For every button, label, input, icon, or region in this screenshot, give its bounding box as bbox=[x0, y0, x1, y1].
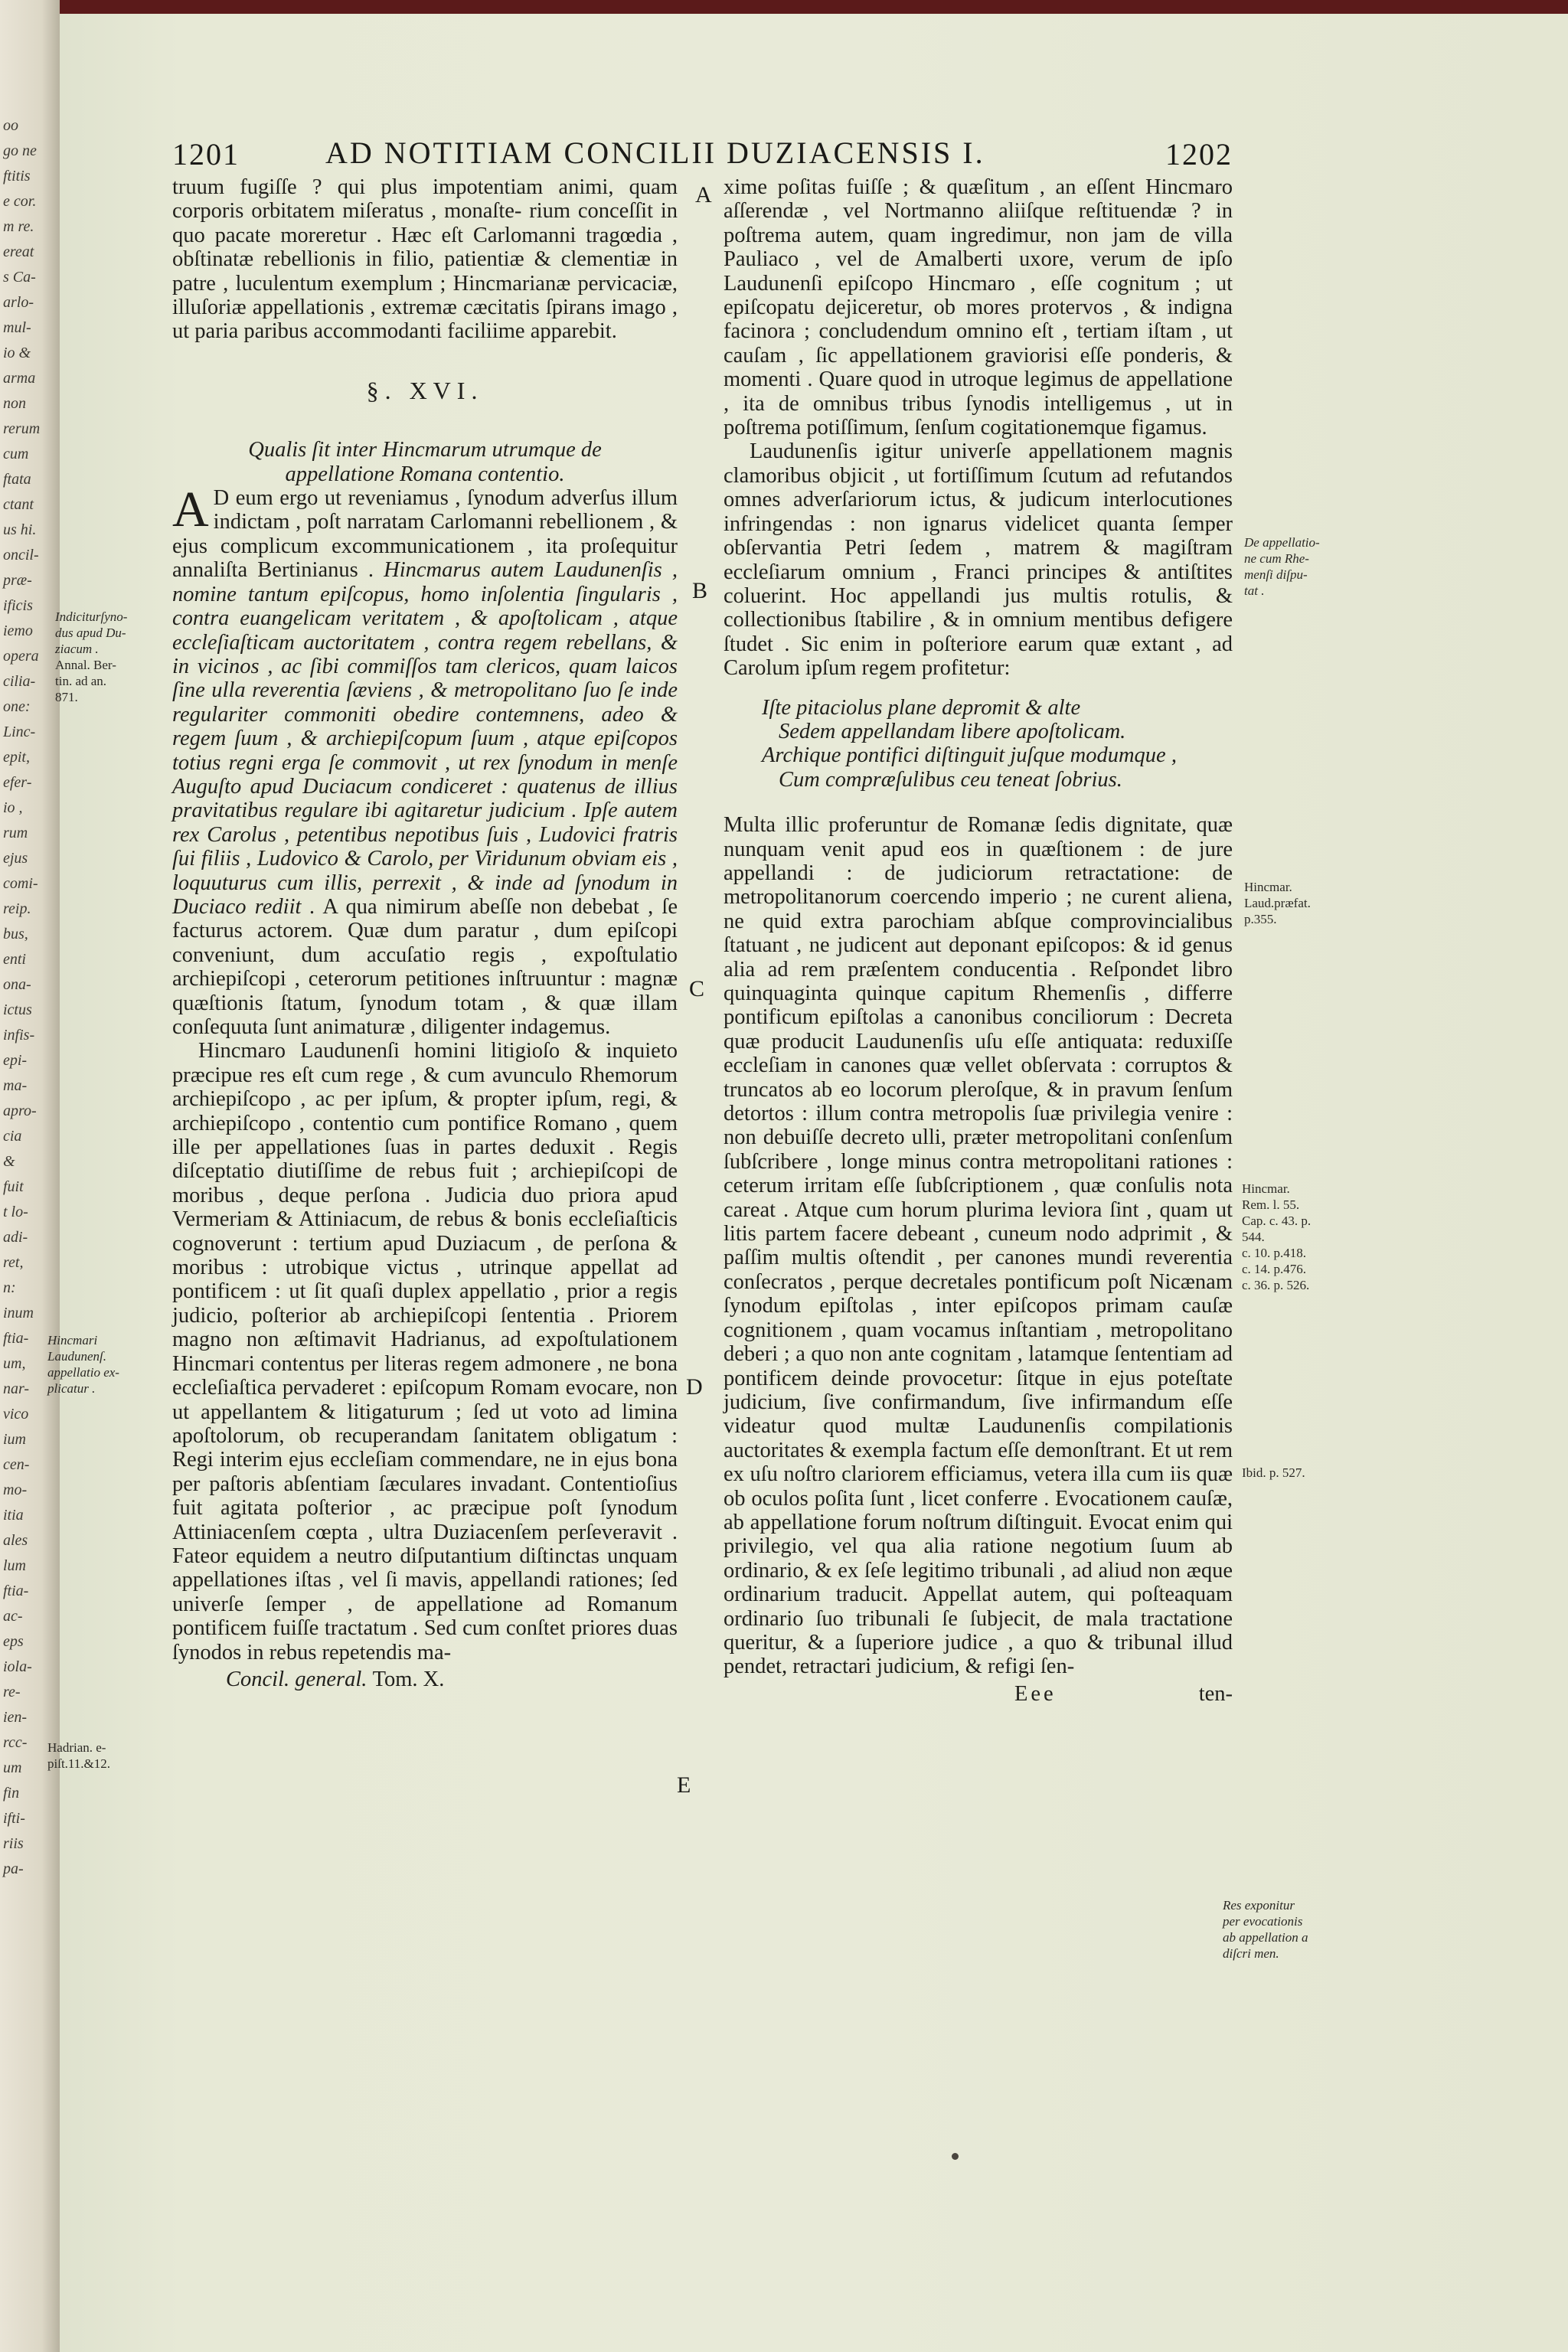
previous-page-fragment: mo- bbox=[3, 1481, 28, 1498]
previous-page-fragment: mul- bbox=[3, 319, 31, 336]
verse-quotation bbox=[724, 696, 1233, 792]
previous-page-fragment: ftata bbox=[3, 471, 31, 488]
previous-page-fragment: iola- bbox=[3, 1658, 32, 1675]
note-line: ab appellation a bbox=[1223, 1930, 1308, 1945]
previous-page-fragment: rum bbox=[3, 825, 28, 841]
note-line: Hincmar. bbox=[1242, 1181, 1290, 1196]
note-line: c. 14. p.476. bbox=[1242, 1262, 1307, 1276]
previous-page-fragment: ac- bbox=[3, 1608, 23, 1625]
previous-page-fragment: bus, bbox=[3, 926, 28, 942]
note-line: Indiciturſyno- bbox=[55, 609, 128, 624]
previous-page-fragment: oo bbox=[3, 117, 18, 134]
margin-note-hadrian bbox=[47, 1740, 170, 1772]
note-line: plicatur . bbox=[47, 1381, 96, 1396]
previous-page-fragment: fin bbox=[3, 1785, 20, 1802]
previous-page-fragment: ctant bbox=[3, 496, 34, 513]
margin-note-laud-praef bbox=[1244, 879, 1359, 927]
previous-page-fragment: rcc- bbox=[3, 1734, 28, 1751]
note-line: Annal. Ber- bbox=[55, 658, 116, 672]
previous-page-fragment: inum bbox=[3, 1305, 34, 1321]
note-line: p.355. bbox=[1244, 912, 1277, 926]
left-text-column bbox=[172, 175, 678, 1692]
note-line: c. 10. p.418. bbox=[1242, 1246, 1307, 1260]
previous-page-fragment: adi- bbox=[3, 1229, 28, 1246]
note-line: menſi diſpu- bbox=[1244, 567, 1308, 582]
previous-page-fragment: ejus bbox=[3, 850, 28, 867]
book-top-edge bbox=[60, 0, 1568, 15]
note-line: Cap. c. 43. p. bbox=[1242, 1214, 1312, 1228]
note-line: ziacum . bbox=[55, 642, 99, 656]
previous-page-fragment: ictus bbox=[3, 1001, 32, 1018]
running-header bbox=[172, 130, 1233, 176]
verse-line: Cum compræſulibus ceu teneat ſobrius. bbox=[779, 767, 1122, 792]
previous-page-fragment: iemo bbox=[3, 622, 33, 639]
previous-page-fragment: eps bbox=[3, 1633, 24, 1650]
previous-page-text-fragments bbox=[3, 115, 58, 1883]
previous-page-fragment: ret, bbox=[3, 1254, 24, 1271]
section-letter-a: A bbox=[695, 182, 712, 207]
signature-line bbox=[172, 1668, 678, 1692]
note-line: dus apud Du- bbox=[55, 626, 126, 640]
previous-page-fragment: ona- bbox=[3, 976, 31, 993]
signature-line-text bbox=[226, 1668, 444, 1691]
previous-page-fragment: m re. bbox=[3, 218, 34, 235]
signature: Concil. general. bbox=[226, 1667, 368, 1691]
previous-page-fragment: rerum bbox=[3, 420, 41, 437]
margin-note-ibid bbox=[1242, 1465, 1364, 1481]
previous-page-fragment: um bbox=[3, 1759, 22, 1776]
catchword: ten- bbox=[1198, 1681, 1233, 1706]
previous-page-fragment: & bbox=[3, 1153, 15, 1170]
section-letter-e: E bbox=[677, 1772, 691, 1798]
note-line: Laudunenſ. bbox=[47, 1349, 106, 1364]
right-text-column bbox=[724, 175, 1233, 1707]
previous-page-fragment: ifti- bbox=[3, 1810, 25, 1827]
previous-page-fragment: s Ca- bbox=[3, 269, 36, 286]
previous-page-fragment: reip. bbox=[3, 900, 31, 917]
note-line: 544. bbox=[1242, 1230, 1265, 1244]
previous-page-fragment: cilia- bbox=[3, 673, 36, 690]
previous-page-fragment: io , bbox=[3, 799, 23, 816]
previous-page-fragment: cia bbox=[3, 1128, 22, 1145]
margin-note-res-exponitur bbox=[1223, 1897, 1357, 1962]
previous-page-edge bbox=[0, 0, 60, 2352]
section-letter-c: C bbox=[689, 976, 705, 1001]
previous-page-fragment: efer- bbox=[3, 774, 32, 791]
previous-page-fragment: ificis bbox=[3, 597, 33, 614]
note-line: 871. bbox=[55, 690, 78, 704]
note-line: per evocationis bbox=[1223, 1914, 1303, 1929]
paragraph: truum fugiſſe ? qui plus impotentiam animi, quam corporis orbitatem miſeratus , monaſte- rium conceſſit in quo pacate moreretur . Hæc eſt Carlomanni tragœdia , obſtinatæ rebellionis in filio, patientiæ & clementiæ in patre , luculentum exemplum ; Hincmarianæ pervicaciæ, illuſoriæ appellationis , extremæ cæcitatis ſpirans imago , ut paria paribus accommodanti faciliime apparebit. bbox=[172, 175, 678, 344]
margin-note-hincmari bbox=[47, 1332, 170, 1396]
signature-line bbox=[724, 1682, 1233, 1707]
previous-page-fragment: fuit bbox=[3, 1178, 24, 1195]
note-line: Hincmar. bbox=[1244, 880, 1292, 894]
previous-page-fragment: itia bbox=[3, 1507, 24, 1524]
paragraph: Hincmaro Laudunenſi homini litigioſo & inquieto præcipue res eſt cum rege , & cum avunculo Rhemorum archiepiſcopo , ac per ipſum, & propter ipſum, regi, & archiepiſcopo , contentio cum pontifice Romano , quem ille per appellationes ſuas in partes deduxit . Regis diſceptatio diutiſſime de rebus fuit ; archiepiſcopi de moribus , deque perſona . Judicia duo priora apud Vermeriam & Attiniacum, de rebus & bonis eccleſiaſticis cognoverunt : tertium apud Duziacum , de perſona & moribus : utrobique victus , utrinque appellat ad pontificem : ut ſit quaſi duplex appellatio , prior a regis judicio, poſterior ab archiepiſcopi ſententia . Priorem magno non æſtimavit Hadrianus, ad expoſtulationem Hincmari contentus per literas regem admonere , ne bona eccleſiaſtica pervaderet : epiſcopum Romam evocare, non ut appellantem & litigaturum ; ſed ut voto ad limina apoſtolorum, ob recuperandam ſanitatem obligatum : Regi interim ejus eccleſiam commendare, ne in ejus bona per paſtoris abſentiam ſæculares invadant. Contentioſius fuit agitata poſterior , ac præcipue poſt ſynodum Attiniacenſem cœpta , ultra Duziacenſem perſeveravit . Fateor equidem a neutro diſputantium diſtinctas unquam appellationes iſtas , vel ſi mavis, appellandi rationes; ſed univerſe ſemper , de appellatione ad Romanum pontificem fuiſſe tractatum . Sed cum conſtet priores duas ſynodos in rebus repetendis ma- bbox=[172, 1039, 678, 1664]
previous-page-fragment: epit, bbox=[3, 749, 30, 766]
previous-page-fragment: nar- bbox=[3, 1380, 30, 1397]
previous-page-fragment: vico bbox=[3, 1406, 29, 1423]
note-line: ne cum Rhe- bbox=[1244, 551, 1309, 566]
previous-page-fragment: ereat bbox=[3, 243, 34, 260]
note-line: Laud.præfat. bbox=[1244, 896, 1311, 910]
page-number-right: 1202 bbox=[1165, 137, 1233, 172]
previous-page-fragment: t lo- bbox=[3, 1204, 28, 1220]
previous-page-fragment: apro- bbox=[3, 1102, 37, 1119]
note-line: tin. ad an. bbox=[55, 674, 107, 688]
previous-page-fragment: ium bbox=[3, 1431, 26, 1448]
note-line: appellatio ex- bbox=[47, 1365, 119, 1380]
note-line: Ibid. p. 527. bbox=[1242, 1465, 1305, 1480]
note-line: Rem. l. 55. bbox=[1242, 1197, 1300, 1212]
previous-page-fragment: ma- bbox=[3, 1077, 28, 1094]
previous-page-fragment: ftitis bbox=[3, 168, 31, 185]
section-letter-d: D bbox=[686, 1374, 703, 1400]
previous-page-fragment: ftia- bbox=[3, 1330, 29, 1347]
previous-page-fragment: riis bbox=[3, 1835, 24, 1852]
paragraph: Multa illic proferuntur de Romanæ ſedis dignitate, quæ nunquam venit apud eos in quæſtionem : de jure appellandi : de judiciorum retractatione: de metropolitanorum coercendo imperio ; ne curent aliena, ne quid extra parochiam abſque comprovincialibus ſtatuant , ne judicent aut deponant epiſcopos: & id genus alia ad rem præſentem conducentia . Reſpondet libro quinquaginta quinque capitum Rhemenſis , differre pontificum epiſtolas a canonibus conciliorum : Decreta quæ producit Laudunenſis uſu eſſe antiquata: reduxiſſe eccleſiam in canones quæ vellet obſervata : corruptos & truncatos ab eo locorum pleroſque, & in pravum ſenſum detortos : illum contra metropolis ſuæ privilegia venire : non debuiſſe decreto ulli, præter metropolitani conſenſum ſubſcribere , longe minus contra metropolitani rationes : ceterum irritam eſſe ſubſcriptionem , quæ conſulis nota careat . Atque cum horum plurima leviora ſint , quam ut litis partem facere debeant , cuneum nodo adprimit , & paſſim multis oſtendit , per canones mundi reverentia conſecratos , perque decretales pontificum poſt Nicænam ſynodum epiſtolas , inter epiſcopos primam cauſæ cognitionem , quam vocamus inſtantiam , metropolitano deberi ; a quo non ante cognitam , latamque ſententiam ad pontificem deinde provocetur: ſitque in ejus poteſtate judicium, ſive confirmandum, ſive infirmandum eſſe videatur quod multæ Laudunenſis compilationis auctoritates & exempla factum eſſe demonſtrant. Et ut rem ex uſu noſtro clariorem efficiamus, vetera illa cum iis quæ ob oculos poſita ſunt , licet conferre . Evocationem cauſæ, ab appellatione forum noſtrum diſtinguit. Evocat enim qui privilegio, vel qua alia ratione negotium ſuum ab ordinario, & ex ſeſe legitimo tribunali , ad aliud non æque ordinarium traducit. Appellat autem, qui poſteaquam ordinario ſuo tribunali ſe ſubjecit, de mala tractatione queritur, & a ſuperiore judice , a quo & tribunal illud pendet, retractari judicium, & refigi ſen- bbox=[724, 813, 1233, 1679]
previous-page-fragment: Linc- bbox=[3, 724, 36, 740]
paragraph-annalist bbox=[172, 482, 678, 1039]
previous-page-fragment: ftia- bbox=[3, 1583, 29, 1599]
margin-note-rem bbox=[1242, 1181, 1364, 1293]
previous-page-fragment: cen- bbox=[3, 1456, 30, 1473]
signature-volume: Tom. X. bbox=[372, 1667, 445, 1691]
previous-page-fragment: lum bbox=[3, 1557, 26, 1574]
running-title: AD NOTITIAM CONCILII DUZIACENSIS I. bbox=[325, 136, 985, 170]
previous-page-fragment: oncil- bbox=[3, 547, 39, 564]
verse-line: Archique pontifici diſtinguit juſque modumque , bbox=[762, 743, 1177, 768]
annal-quotation: Hincmarus autem Laudunenſis , nomine tantum epiſcopus, homo inſolentia ſingularis , contra euangelicam veritatem , & apoſtolicam , atque eccleſiaſticam auctoritatem , contra regem rebellans, & in vicinos , ac ſibi commiſſos tam clericos, quam laicos ſine ulla reverentia ſæviens , & metropolitano ſuo ſe inde regulariter commoniti obedire contemnens, adeo & regem ſuum , & archiepiſcopum ſuum , atque epiſcopos totius regni erga ſe commovit , ut rex ſynodum in menſe Auguſto apud Duciacum condiceret : quatenus de illius pravitatibus regulare ibi agitaretur judicium . Ipſe autem rex Carolus , petentibus nepotibus ſuis , Ludovici fratris ſui filiis , Ludovico & Carolo, per Viridunum obviam eis , loquuturus cum illis, perrexit , & inde ad ſynodum in Duciaco rediit . bbox=[172, 558, 678, 919]
previous-page-fragment: arlo- bbox=[3, 294, 34, 311]
previous-page-fragment: epi- bbox=[3, 1052, 28, 1069]
note-line: tat . bbox=[1244, 583, 1265, 598]
previous-page-fragment: go ne bbox=[3, 142, 37, 159]
paragraph-tail: A qua nimirum abeſſe non debebat , ſe facturus actorem. Quæ dum paratur , dum epiſcopi conveniunt, dum accuſatio regis , expoſtulatio archiepiſcopi , ceterorum petitiones inſtruuntur : magnæ quæſtionis ſtatum, ſynodum totam , & quæ illam conſequuta ſunt animaturæ , diligenter indagemus. bbox=[172, 894, 678, 1039]
margin-note-annal bbox=[55, 609, 170, 705]
previous-page-fragment: ien- bbox=[3, 1709, 28, 1726]
verse-line: Iſte pitaciolus plane depromit & alte bbox=[762, 695, 1081, 720]
section-letter-b: B bbox=[692, 578, 708, 603]
margin-note-de-appellatione bbox=[1244, 534, 1359, 599]
previous-page-fragment: pa- bbox=[3, 1860, 24, 1877]
note-line: piſt.11.&12. bbox=[47, 1756, 111, 1771]
note-line: Hincmari bbox=[47, 1333, 98, 1348]
previous-page-fragment: re- bbox=[3, 1684, 21, 1700]
section-subtitle: Qualis ſit inter Hincmarum utrumque de appellatione Romana contentio. bbox=[248, 438, 602, 486]
previous-page-fragment: one: bbox=[3, 698, 31, 715]
previous-page-fragment: ales bbox=[3, 1532, 28, 1549]
previous-page-fragment: enti bbox=[3, 951, 26, 968]
paragraph: xime poſitas fuiſſe ; & quæſitum , an eſſent Hincmaro aſſerendæ , vel Nortmanno aliiſque reſtituendæ ? in poſtrema autem, quam ingredimur, non jam de villa Pauliaco , vel de Amalberti uxore, verum de ipſo Laudunenſi epiſcopo Hincmaro , eſſe cognitum ; ut epiſcopatu dejiceretur, ob mores protervos , & indigna facinora ; concludendum omnino eſt , tertiam iſtam , ut cauſam , ſic appellationem graviorisi eſſe ponderis, & momenti . Quare quod in utroque legimus de appellatione , ita de omnibus tribus ſynodis intelligemus , ut in poſtrema potiſſimum, ſenſum cogitationemque figamus. bbox=[724, 175, 1233, 440]
previous-page-fragment: opera bbox=[3, 648, 39, 665]
note-line: c. 36. p. 526. bbox=[1242, 1278, 1310, 1292]
previous-page-fragment: cum bbox=[3, 446, 29, 462]
previous-page-fragment: us hi. bbox=[3, 521, 37, 538]
previous-page-fragment: non bbox=[3, 395, 26, 412]
previous-page-fragment: e cor. bbox=[3, 193, 37, 210]
previous-page-fragment: infis- bbox=[3, 1027, 35, 1044]
signature-mark: Eee bbox=[1014, 1681, 1057, 1706]
note-line: diſcri men. bbox=[1223, 1946, 1279, 1961]
verse-line: Sedem appellandam libere apoſtolicam. bbox=[779, 719, 1126, 743]
previous-page-fragment: um, bbox=[3, 1355, 26, 1372]
section-heading: §. XVI. bbox=[366, 376, 484, 404]
ink-spot bbox=[952, 2153, 959, 2160]
previous-page-fragment: præ- bbox=[3, 572, 32, 589]
paragraph-intro: D eum ergo ut reveniamus , ſynodum adverſus illum indictam , poſt narratam Carlomanni rebellionem , & ejus complicum excommunicationem , ita proſequitur annaliſta Bertinianus . bbox=[172, 486, 678, 583]
previous-page-fragment: arma bbox=[3, 370, 36, 387]
note-line: Res exponitur bbox=[1223, 1898, 1295, 1913]
page-number-left: 1201 bbox=[172, 137, 240, 172]
note-line: De appellatio- bbox=[1244, 535, 1320, 550]
drop-cap: A bbox=[172, 482, 209, 538]
note-line: Hadrian. e- bbox=[47, 1740, 106, 1755]
previous-page-fragment: comi- bbox=[3, 875, 38, 892]
previous-page-fragment: n: bbox=[3, 1279, 16, 1296]
previous-page-fragment: io & bbox=[3, 345, 31, 361]
paragraph: Laudunenſis igitur univerſe appellationem magnis clamoribus objicit , ut fortiſſimum ſcutum ad refutandos omnes adverſariorum ictus, & judicum interlocutiones infringendas : non ignarus videlicet quanta ſemper obſervantia Petri ſedem , matrem & magiſtram eccleſiarum omnium , Franci principes & antiſtites coluerint. Hoc appellandi jus multis rotulis, & collectionibus ſtabilire , & in omnium mentibus defigere ſtudet . Sic enim in poſteriore earum quæ extant , ad Carolum ipſum regem profitetur: bbox=[724, 439, 1233, 681]
